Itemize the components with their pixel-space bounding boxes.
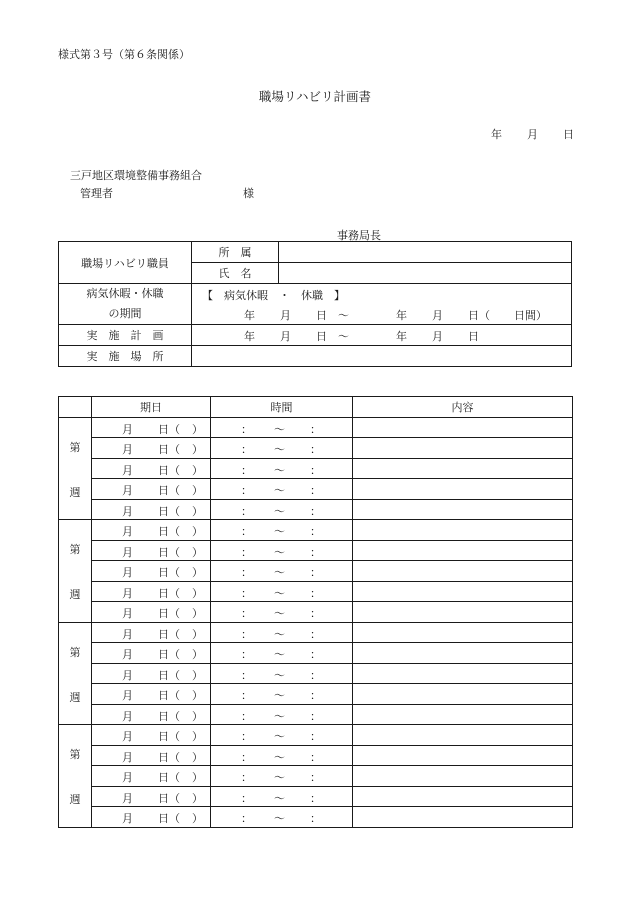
- leave-end-day: 日（: [468, 309, 490, 322]
- content-cell[interactable]: [353, 479, 573, 500]
- issuer-title: 事務局長: [337, 229, 381, 242]
- row-day: 日（: [158, 545, 180, 559]
- info-table: [58, 241, 572, 367]
- row-day-close: ）: [192, 668, 203, 682]
- row-day-close: ）: [192, 525, 203, 538]
- form-number: 様式第３号（第６条関係）: [58, 48, 190, 61]
- content-cell[interactable]: [353, 540, 573, 561]
- schedule-row: [59, 602, 573, 623]
- content-cell[interactable]: [353, 622, 573, 643]
- week-label-bottom: 週: [69, 793, 81, 806]
- plan-start-year: 年: [244, 330, 255, 343]
- plan-label: 実 施 計 画: [59, 325, 192, 346]
- date-day-label: 日: [563, 128, 574, 141]
- row-day-close: ）: [192, 545, 203, 559]
- date-month-label: 月: [527, 128, 538, 141]
- content-cell[interactable]: [353, 786, 573, 807]
- dept-field[interactable]: [279, 242, 572, 263]
- header-time: 時間: [211, 397, 353, 418]
- time-tilde: ～: [274, 566, 285, 579]
- row-month: 月: [122, 812, 133, 825]
- time-colon-end: ：: [310, 525, 321, 538]
- time-colon-start: ：: [241, 750, 252, 764]
- schedule-row: [59, 643, 573, 664]
- time-cell[interactable]: [211, 684, 353, 705]
- row-day: 日（: [158, 771, 180, 784]
- time-cell[interactable]: [211, 622, 353, 643]
- row-day: 日（: [158, 730, 180, 743]
- content-cell[interactable]: [353, 499, 573, 520]
- leave-tilde: ～: [338, 309, 349, 322]
- content-cell[interactable]: [353, 725, 573, 746]
- leave-label-line1: 病気休暇・休職: [86, 287, 164, 300]
- time-colon-start: ：: [241, 771, 252, 784]
- honorific: 様: [243, 187, 254, 200]
- schedule-row: [59, 458, 573, 479]
- date-cell[interactable]: [92, 581, 211, 602]
- content-cell[interactable]: [353, 745, 573, 766]
- time-tilde: ～: [274, 668, 285, 682]
- row-day-close: ）: [192, 689, 203, 702]
- time-cell[interactable]: [211, 807, 353, 828]
- time-colon-end: ：: [310, 771, 321, 784]
- time-tilde: ～: [274, 422, 285, 436]
- header-week: [59, 397, 92, 418]
- schedule-row: [59, 786, 573, 807]
- row-day-close: ）: [192, 750, 203, 764]
- plan-end-year: 年: [396, 330, 407, 343]
- week-cell: [59, 622, 92, 725]
- row-month: 月: [122, 607, 133, 620]
- place-label: 実 施 場 所: [59, 346, 192, 367]
- time-colon-end: ：: [310, 422, 321, 436]
- time-cell[interactable]: [211, 725, 353, 746]
- row-day: 日（: [158, 586, 180, 600]
- time-tilde: ～: [274, 750, 285, 764]
- leave-start-day: 日: [316, 309, 327, 322]
- plan-tilde: ～: [338, 330, 349, 343]
- time-colon-end: ：: [310, 463, 321, 477]
- time-cell[interactable]: [211, 479, 353, 500]
- schedule-row: [59, 479, 573, 500]
- time-colon-start: ：: [241, 791, 252, 805]
- time-colon-start: ：: [241, 525, 252, 538]
- time-colon-start: ：: [241, 422, 252, 436]
- time-colon-end: ：: [310, 668, 321, 682]
- time-tilde: ～: [274, 627, 285, 641]
- time-colon-end: ：: [310, 545, 321, 559]
- time-tilde: ～: [274, 504, 285, 518]
- date-cell[interactable]: [92, 458, 211, 479]
- time-colon-start: ：: [241, 689, 252, 702]
- row-day-close: ）: [192, 443, 203, 456]
- row-day-close: ）: [192, 463, 203, 477]
- time-colon-end: ：: [310, 750, 321, 764]
- schedule-row: [59, 520, 573, 541]
- time-cell[interactable]: [211, 643, 353, 664]
- plan-end-month: 月: [432, 330, 443, 343]
- time-tilde: ～: [274, 689, 285, 702]
- time-cell[interactable]: [211, 499, 353, 520]
- plan-period-cell[interactable]: [192, 325, 572, 346]
- row-day: 日（: [158, 648, 180, 661]
- leave-options[interactable]: 【 病気休暇 ・ 休職 】: [202, 289, 345, 302]
- time-colon-start: ：: [241, 484, 252, 497]
- name-label: 氏 名: [192, 263, 279, 284]
- schedule-row: [59, 745, 573, 766]
- row-day: 日（: [158, 463, 180, 477]
- row-month: 月: [122, 709, 133, 723]
- content-cell[interactable]: [353, 643, 573, 664]
- row-month: 月: [122, 730, 133, 743]
- row-day-close: ）: [192, 771, 203, 784]
- row-day-close: ）: [192, 648, 203, 661]
- row-day: 日（: [158, 791, 180, 805]
- date-cell[interactable]: [92, 725, 211, 746]
- schedule-row: [59, 499, 573, 520]
- time-colon-start: ：: [241, 812, 252, 825]
- time-tilde: ～: [274, 771, 285, 784]
- row-month: 月: [122, 689, 133, 702]
- plan-end-day: 日: [468, 330, 479, 343]
- row-day: 日（: [158, 422, 180, 436]
- date-cell[interactable]: [92, 643, 211, 664]
- content-cell[interactable]: [353, 684, 573, 705]
- content-cell[interactable]: [353, 766, 573, 787]
- time-tilde: ～: [274, 648, 285, 661]
- content-cell[interactable]: [353, 704, 573, 725]
- time-cell[interactable]: [211, 745, 353, 766]
- time-colon-end: ：: [310, 689, 321, 702]
- plan-start-day: 日: [316, 330, 327, 343]
- row-month: 月: [122, 525, 133, 538]
- time-colon-start: ：: [241, 668, 252, 682]
- content-cell[interactable]: [353, 458, 573, 479]
- row-month: 月: [122, 504, 133, 518]
- row-day: 日（: [158, 812, 180, 825]
- time-cell[interactable]: [211, 520, 353, 541]
- time-tilde: ～: [274, 484, 285, 497]
- time-colon-start: ：: [241, 586, 252, 600]
- name-field[interactable]: [279, 263, 572, 284]
- content-cell[interactable]: [353, 663, 573, 684]
- schedule-row: [59, 561, 573, 582]
- page-title: 職場リハビリ計画書: [258, 89, 372, 104]
- time-colon-end: ：: [310, 504, 321, 518]
- week-cell: [59, 725, 92, 828]
- time-colon-end: ：: [310, 648, 321, 661]
- organization-name: 三戸地区環境整備事務組合: [70, 169, 202, 182]
- time-colon-end: ：: [310, 586, 321, 600]
- row-day: 日（: [158, 525, 180, 538]
- content-cell[interactable]: [353, 581, 573, 602]
- schedule-row: [59, 766, 573, 787]
- content-cell[interactable]: [353, 561, 573, 582]
- date-cell[interactable]: [92, 684, 211, 705]
- row-month: 月: [122, 648, 133, 661]
- date-cell[interactable]: [92, 561, 211, 582]
- row-day-close: ）: [192, 812, 203, 825]
- week-cell: [59, 417, 92, 520]
- schedule-row: [59, 438, 573, 459]
- time-cell[interactable]: [211, 704, 353, 725]
- header-content: 内容: [353, 397, 573, 418]
- week-label-bottom: 週: [69, 588, 81, 601]
- row-month: 月: [122, 627, 133, 641]
- date-cell[interactable]: [92, 520, 211, 541]
- row-day: 日（: [158, 668, 180, 682]
- date-cell[interactable]: [92, 766, 211, 787]
- time-cell[interactable]: [211, 438, 353, 459]
- schedule-row: [59, 581, 573, 602]
- row-day-close: ）: [192, 627, 203, 641]
- content-cell[interactable]: [353, 602, 573, 623]
- date-cell[interactable]: [92, 807, 211, 828]
- row-month: 月: [122, 422, 133, 436]
- time-cell[interactable]: [211, 766, 353, 787]
- content-cell[interactable]: [353, 438, 573, 459]
- leave-end-year: 年: [396, 309, 407, 322]
- time-colon-start: ：: [241, 627, 252, 641]
- schedule-row: [59, 807, 573, 828]
- time-colon-start: ：: [241, 504, 252, 518]
- row-month: 月: [122, 484, 133, 497]
- leave-start-month: 月: [280, 309, 291, 322]
- content-cell[interactable]: [353, 520, 573, 541]
- leave-label-line2: の期間: [108, 307, 142, 320]
- time-colon-start: ：: [241, 566, 252, 579]
- time-tilde: ～: [274, 791, 285, 805]
- time-colon-start: ：: [241, 730, 252, 743]
- row-month: 月: [122, 750, 133, 764]
- place-field[interactable]: [192, 346, 572, 367]
- schedule-row: [59, 684, 573, 705]
- date-cell[interactable]: [92, 417, 211, 438]
- time-colon-end: ：: [310, 484, 321, 497]
- time-colon-start: ：: [241, 545, 252, 559]
- row-day-close: ）: [192, 607, 203, 620]
- leave-start-year: 年: [244, 309, 255, 322]
- time-tilde: ～: [274, 709, 285, 723]
- time-cell[interactable]: [211, 581, 353, 602]
- date-cell[interactable]: [92, 499, 211, 520]
- dept-label: 所 属: [192, 242, 279, 263]
- time-colon-start: ：: [241, 463, 252, 477]
- leave-end-month: 月: [432, 309, 443, 322]
- schedule-row: [59, 417, 573, 438]
- row-day: 日（: [158, 566, 180, 579]
- time-colon-end: ：: [310, 443, 321, 456]
- content-cell[interactable]: [353, 417, 573, 438]
- time-colon-end: ：: [310, 730, 321, 743]
- row-month: 月: [122, 463, 133, 477]
- time-colon-end: ：: [310, 812, 321, 825]
- time-tilde: ～: [274, 812, 285, 825]
- header-date: 期日: [92, 397, 211, 418]
- schedule-row: [59, 704, 573, 725]
- row-month: 月: [122, 771, 133, 784]
- time-tilde: ～: [274, 730, 285, 743]
- schedule-row: [59, 725, 573, 746]
- leave-period-cell[interactable]: [192, 284, 572, 325]
- week-label-bottom: 週: [69, 485, 81, 499]
- time-cell[interactable]: [211, 458, 353, 479]
- employee-label: 職場リハビリ職員: [59, 242, 192, 284]
- row-day: 日（: [158, 709, 180, 723]
- schedule-row: [59, 663, 573, 684]
- row-month: 月: [122, 566, 133, 579]
- row-day: 日（: [158, 750, 180, 764]
- date-cell[interactable]: [92, 704, 211, 725]
- row-day-close: ）: [192, 709, 203, 723]
- row-month: 月: [122, 545, 133, 559]
- week-label-top: 第: [69, 645, 81, 659]
- time-colon-end: ：: [310, 709, 321, 723]
- schedule-table: [58, 396, 573, 828]
- week-label-top: 第: [69, 748, 81, 761]
- row-day: 日（: [158, 627, 180, 641]
- time-tilde: ～: [274, 586, 285, 600]
- week-label-bottom: 週: [69, 690, 81, 704]
- time-colon-end: ：: [310, 791, 321, 805]
- time-colon-end: ：: [310, 627, 321, 641]
- row-month: 月: [122, 668, 133, 682]
- date-cell[interactable]: [92, 663, 211, 684]
- time-colon-start: ：: [241, 443, 252, 456]
- date-cell[interactable]: [92, 745, 211, 766]
- plan-start-month: 月: [280, 330, 291, 343]
- manager-title: 管理者: [80, 187, 113, 200]
- time-cell[interactable]: [211, 540, 353, 561]
- row-day: 日（: [158, 443, 180, 456]
- time-cell[interactable]: [211, 786, 353, 807]
- time-colon-start: ：: [241, 607, 252, 620]
- date-cell[interactable]: [92, 438, 211, 459]
- leave-label: [59, 284, 192, 325]
- date-cell[interactable]: [92, 786, 211, 807]
- row-day-close: ）: [192, 504, 203, 518]
- time-cell[interactable]: [211, 561, 353, 582]
- date-cell[interactable]: [92, 602, 211, 623]
- content-cell[interactable]: [353, 807, 573, 828]
- row-month: 月: [122, 443, 133, 456]
- schedule-row: [59, 540, 573, 561]
- week-label-top: 第: [69, 440, 81, 454]
- schedule-row: [59, 622, 573, 643]
- row-day-close: ）: [192, 484, 203, 497]
- time-colon-start: ：: [241, 709, 252, 723]
- date-cell[interactable]: [92, 540, 211, 561]
- row-month: 月: [122, 586, 133, 600]
- time-tilde: ～: [274, 607, 285, 620]
- row-day-close: ）: [192, 422, 203, 436]
- row-day-close: ）: [192, 791, 203, 805]
- time-cell[interactable]: [211, 663, 353, 684]
- time-tilde: ～: [274, 545, 285, 559]
- row-day: 日（: [158, 484, 180, 497]
- row-day-close: ）: [192, 586, 203, 600]
- row-day: 日（: [158, 607, 180, 620]
- date-year-label: 年: [491, 128, 502, 141]
- time-cell[interactable]: [211, 417, 353, 438]
- time-cell[interactable]: [211, 602, 353, 623]
- week-label-top: 第: [69, 543, 81, 556]
- row-day: 日（: [158, 689, 180, 702]
- time-colon-end: ：: [310, 566, 321, 579]
- time-colon-start: ：: [241, 648, 252, 661]
- date-cell[interactable]: [92, 622, 211, 643]
- row-day: 日（: [158, 504, 180, 518]
- date-cell[interactable]: [92, 479, 211, 500]
- time-tilde: ～: [274, 525, 285, 538]
- time-colon-end: ：: [310, 607, 321, 620]
- row-day-close: ）: [192, 730, 203, 743]
- time-tilde: ～: [274, 463, 285, 477]
- leave-days-total: 日間）: [514, 309, 547, 322]
- time-tilde: ～: [274, 443, 285, 456]
- row-month: 月: [122, 791, 133, 805]
- week-cell: [59, 520, 92, 623]
- row-day-close: ）: [192, 566, 203, 579]
